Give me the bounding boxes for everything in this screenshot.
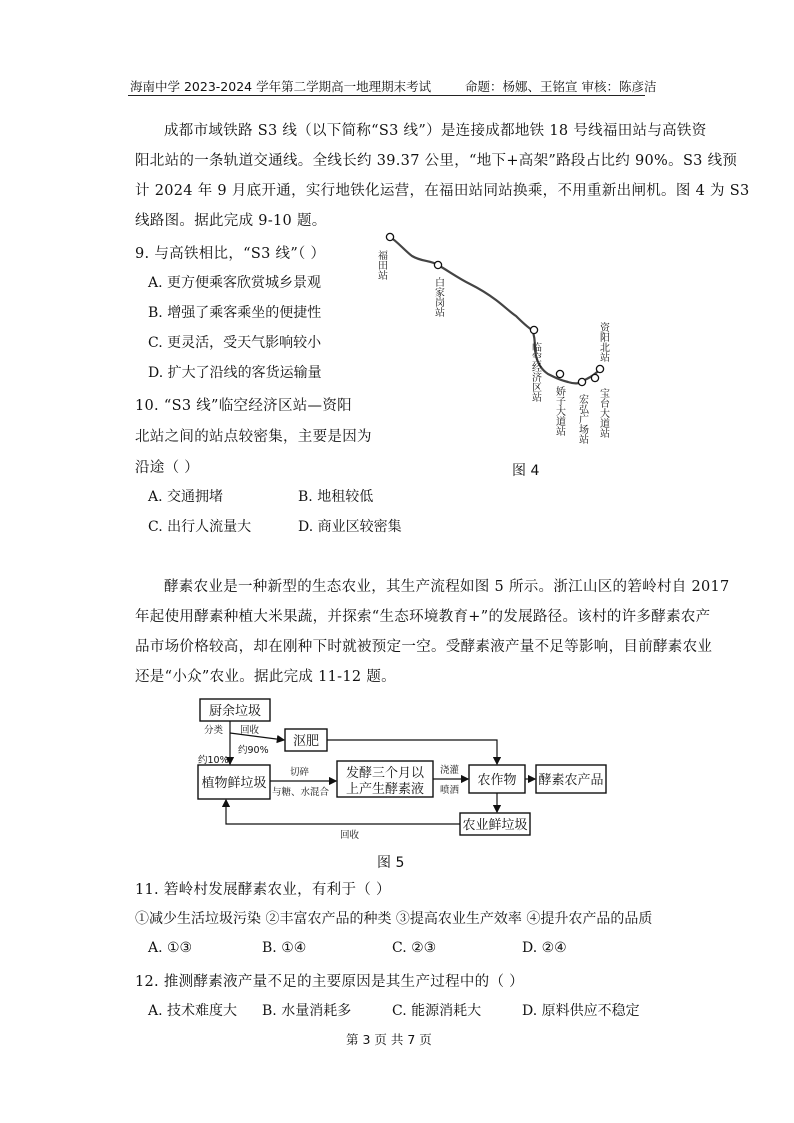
label-90pct: 约90% — [238, 745, 269, 756]
option-d: D. 商业区较密集 — [298, 519, 402, 535]
label-spray: 喷洒 — [440, 785, 460, 796]
question-stem: 9. 与高铁相比，“S3 线”（ ） — [135, 246, 326, 262]
question-stem: 10. “S3 线”临空经济区站—资阳 — [135, 398, 352, 414]
station-marker — [556, 370, 563, 377]
box-label: 发酵三个月以 — [345, 766, 425, 781]
exam-header-title: 海南中学 2023-2024 学年第二学期高一地理期末考试 — [130, 79, 432, 94]
station-marker — [434, 261, 441, 268]
option-c: C. 出行人流量大 — [148, 519, 252, 535]
box-label: 农业鲜垃圾 — [462, 818, 528, 833]
station-label: 白家岗站 — [432, 277, 444, 317]
label-cut: 切碎 — [290, 767, 310, 778]
passage-line: 还是“小众”农业。据此完成 11-12 题。 — [135, 669, 396, 685]
figure-4-caption: 图 4 — [512, 463, 540, 479]
option-d: D. 原料供应不稳定 — [522, 1003, 640, 1019]
question-stem: 11. 箬岭村发展酵素农业，有利于（ ） — [135, 882, 391, 898]
label-irrigate: 浇灌 — [440, 765, 460, 776]
box-label: 植物鲜垃圾 — [201, 776, 267, 791]
label-recycle: 回收 — [240, 725, 260, 736]
box-label: 农作物 — [477, 773, 517, 788]
passage-line: 年起使用酵素种植大米果蔬，并探索“生态环境教育+”的发展路径。该村的许多酵素农产 — [135, 609, 711, 625]
station-label: 宏弘广场站 — [576, 394, 588, 444]
station-marker — [591, 374, 598, 381]
option-a: A. 交通拥堵 — [148, 489, 224, 505]
station-label: 福田站 — [375, 250, 387, 280]
label-sort: 分类 — [204, 725, 224, 736]
figure-5-flowchart — [190, 693, 620, 843]
option-d: D. ②④ — [522, 940, 567, 956]
figure-4-route-map — [370, 228, 630, 468]
passage-line: 酵素农业是一种新型的生态农业，其生产流程如图 5 所示。浙江山区的箬岭村自 2017 — [164, 579, 730, 595]
passage-line: 品市场价格较高，却在刚种下时就被预定一空。受酵素液产量不足等影响，目前酵素农业 — [135, 639, 713, 655]
station-marker — [530, 326, 537, 333]
question-items: ①减少生活垃圾污染 ②丰富农产品的种类 ③提高农业生产效率 ④提升农产品的品质 — [135, 911, 653, 927]
route-line — [390, 237, 600, 383]
question-stem: 沿途（ ） — [135, 460, 200, 476]
option-b: B. 水量消耗多 — [262, 1003, 352, 1019]
passage-line: 阳北站的一条轨道交通线。全线长约 39.37 公里，“地下+高架”路段占比约 90%。S3 线预 — [135, 153, 738, 169]
box-label: 沤肥 — [292, 734, 320, 749]
station-label: 资阳北站 — [597, 322, 609, 362]
passage-line: 计 2024 年 9 月底开通，实行地铁化运营，在福田站同站换乘，不用重新出闸机。图 4 为 S3 — [135, 183, 750, 199]
box-label: 酵素农产品 — [538, 773, 604, 788]
station-label: 娇子大道站 — [553, 386, 565, 436]
exam-header-authors: 命题：杨娜、王铭宣 审核：陈彦洁 — [465, 79, 657, 94]
question-stem: 北站之间的站点较密集，主要是因为 — [135, 429, 372, 445]
box-label: 上产生酵素液 — [345, 782, 425, 797]
option-a: A. ①③ — [148, 940, 193, 956]
station-marker — [578, 378, 585, 385]
question-stem: 12. 推测酵素液产量不足的主要原因是其生产过程中的（ ） — [135, 974, 524, 990]
option-b: B. 地租较低 — [298, 489, 374, 505]
label-mix: 与糖、水混合 — [272, 787, 330, 798]
option-c: C. ②③ — [392, 940, 437, 956]
label-recycle-2: 回收 — [340, 830, 360, 841]
option-c: C. 能源消耗大 — [392, 1003, 482, 1019]
passage-line: 线路图。据此完成 9-10 题。 — [135, 213, 327, 229]
option-a: A. 技术难度大 — [148, 1003, 238, 1019]
option-c: C. 更灵活，受天气影响较小 — [148, 335, 322, 351]
station-marker — [596, 365, 603, 372]
station-label: 宝台大道站 — [597, 388, 609, 438]
option-b: B. 增强了乘客乘坐的便捷性 — [148, 305, 322, 321]
option-b: B. ①④ — [262, 940, 307, 956]
option-d: D. 扩大了沿线的客货运输量 — [148, 365, 322, 381]
box-label: 厨余垃圾 — [208, 704, 262, 719]
label-10pct: 约10% — [198, 755, 229, 766]
page-number: 第 3 页 共 7 页 — [346, 1032, 432, 1047]
option-a: A. 更方便乘客欣赏城乡景观 — [148, 275, 322, 291]
passage-line: 成都市域铁路 S3 线（以下简称“S3 线”）是连接成都地铁 18 号线福田站与高铁资 — [164, 123, 707, 139]
header-rule — [128, 95, 645, 96]
station-marker — [386, 233, 393, 240]
figure-5-caption: 图 5 — [377, 855, 405, 871]
station-label: 临空经济区站 — [529, 342, 541, 402]
